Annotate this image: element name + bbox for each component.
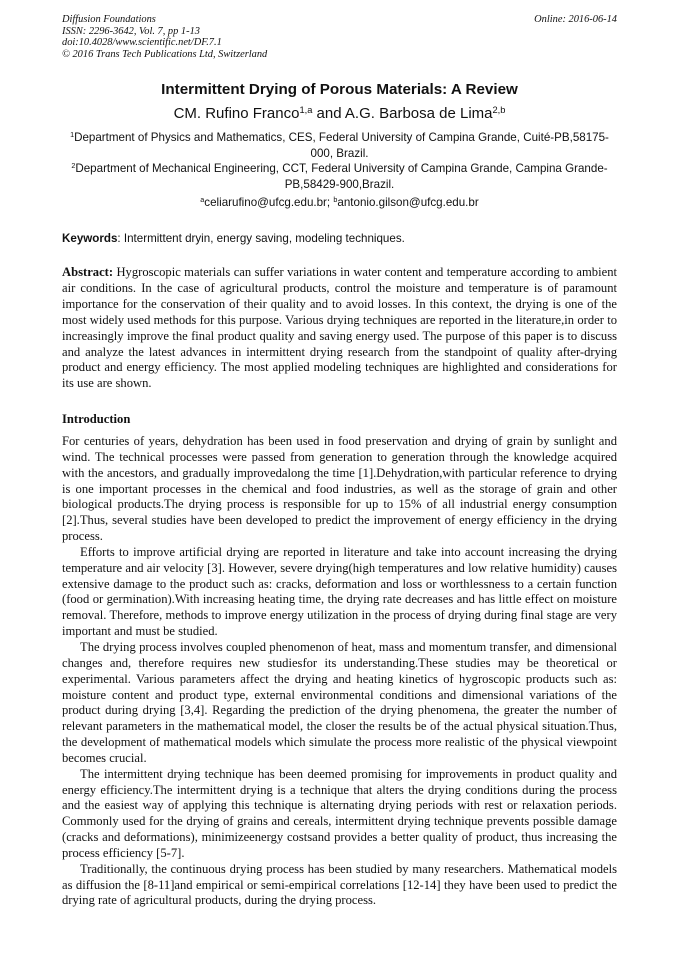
- email-a[interactable]: celiarufino@ufcg.edu.br: [204, 196, 327, 209]
- email-b-mark: b: [333, 195, 338, 205]
- affiliation-1-text: Department of Physics and Mathematics, CES, Federal University of Campina Grande, Cuité-PB,58175-000, Brazil.: [74, 131, 609, 160]
- author-1-affiliation-mark: 1,a: [299, 104, 313, 115]
- affiliation-2-mark: 2: [71, 161, 76, 171]
- journal-name: Diffusion Foundations: [62, 14, 156, 25]
- affiliation-1: [62, 130, 617, 161]
- online-date: Online: 2016-06-14: [534, 14, 617, 25]
- intro-paragraph-2: Efforts to improve artificial drying are reported in literature and take into account increasing the drying temperature and air velocity [3]. However, severe drying(high temperatures and low relative humidity) causes extensive damage to the product such as: cracks, deformation and loss or worthlessness to a certain function (food or germination).With increasing heating time, the drying rate decreases and has little effect on moisture removal. Therefore, methods to improve energy utilization in the process of drying during final stage are very important and must be studied.: [62, 544, 617, 639]
- intro-paragraph-3: The drying process involves coupled phenomenon of heat, mass and momentum transfer, and dimensional changes and, therefore requires new studiesfor its understanding.These studies may be theoretical or experimental. Various parameters affect the drying and heating kinetics of hygroscopic products such as: moisture content and product type, external environmental conditions and dimensional variations of the product during drying [3,4]. Regarding the prediction of the drying phenomena, the greater the number of relevant parameters in the mathematical model, the closer the results be of the actual physical situation.Thus, the development of mathematical models which simulate the process more realistic of the physical viewpoint becomes crucial.: [62, 639, 617, 765]
- copyright-line: © 2016 Trans Tech Publications Ltd, Switzerland: [62, 48, 268, 60]
- keywords-label: Keywords: [62, 232, 118, 245]
- abstract-text: Hygroscopic materials can suffer variations in water content and temperature according to ambient air conditions. In the case of agricultural products, control the moisture and temperature is of paramount importance for the conservation of their quality and to avoid losses. In this context, the drying is one of the most widely used methods for this purpose. Various drying techniques are reported in the literature,in order to increasingly improve the final product quality and saving energy used. The purpose of this paper is to discuss and analyze the latest advances in intermittent drying research from the standpoint of quality after-drying product and energy efficiency. The most applied modeling techniques are highlighted and considerations for its use are shown.: [62, 265, 617, 391]
- abstract: [62, 265, 617, 392]
- email-separator: ;: [326, 196, 334, 209]
- intro-paragraph-4: The intermittent drying technique has been deemed promising for improvements in product quality and energy efficiency.The intermittent drying is a technique that alters the drying conditions during the process and the easiest way of applying this technique is alternating drying periods with rest or relaxation periods. Commonly used for the drying of grains and cereals, intermittent drying technique prevents possible damage (cracks and deformations), minimizeenergy costsand provides a better quality of product, thus increasing the process efficiency [5-7].: [62, 766, 617, 860]
- author-2: A.G. Barbosa de Lima: [344, 105, 493, 122]
- author-emails: [62, 195, 617, 210]
- abstract-label: Abstract:: [62, 265, 114, 279]
- intro-paragraph-5: Traditionally, the continuous drying process has been studied by many researchers. Mathematical models as diffusion the [8-11]and empirical or semi-empirical correlations [12-14] they have been used to predict the drying rate of agricultural products, during the drying process.: [62, 861, 617, 908]
- keywords-text: : Intermittent dryin, energy saving, modeling techniques.: [117, 232, 405, 245]
- doi-line[interactable]: doi:10.4028/www.scientific.net/DF.7.1: [62, 37, 222, 49]
- email-a-mark: a: [200, 195, 205, 205]
- journal-header: [62, 14, 617, 60]
- author-conjunction: and: [312, 105, 345, 122]
- affiliation-1-mark: 1: [70, 130, 75, 140]
- keywords: [62, 231, 617, 246]
- affiliation-2: [62, 161, 617, 192]
- issn-line: ISSN: 2296-3642, Vol. 7, pp 1-13: [62, 25, 200, 37]
- intro-paragraph-1: For centuries of years, dehydration has been used in food preservation and drying of grain by sunlight and wind. The technical processes were passed from generation to generation through the knowledge acquired with the ancestors, and gradually improvedalong the time [1].Dehydration,with particular reference to drying is one important processes in the chemical and food industries, as well as the storage of grain and other biological products.The drying process is responsible for up to 15% of all industrial energy consumption [2].Thus, several studies have been developed to predict the improvement of energy efficiency in the drying process.: [62, 434, 617, 544]
- introduction-body: [62, 434, 617, 909]
- paper-title: Intermittent Drying of Porous Materials: A Review: [161, 81, 518, 98]
- author-line: [62, 104, 617, 124]
- author-2-affiliation-mark: 2,b: [492, 104, 506, 115]
- author-1: CM. Rufino Franco: [173, 105, 300, 122]
- introduction-heading: Introduction: [62, 412, 131, 426]
- affiliation-2-text: Department of Mechanical Engineering, CCT, Federal University of Campina Grande, Campina Grande-PB,58429-900,Brazil.: [75, 162, 608, 191]
- email-b[interactable]: antonio.gilson@ufcg.edu.br: [337, 196, 479, 209]
